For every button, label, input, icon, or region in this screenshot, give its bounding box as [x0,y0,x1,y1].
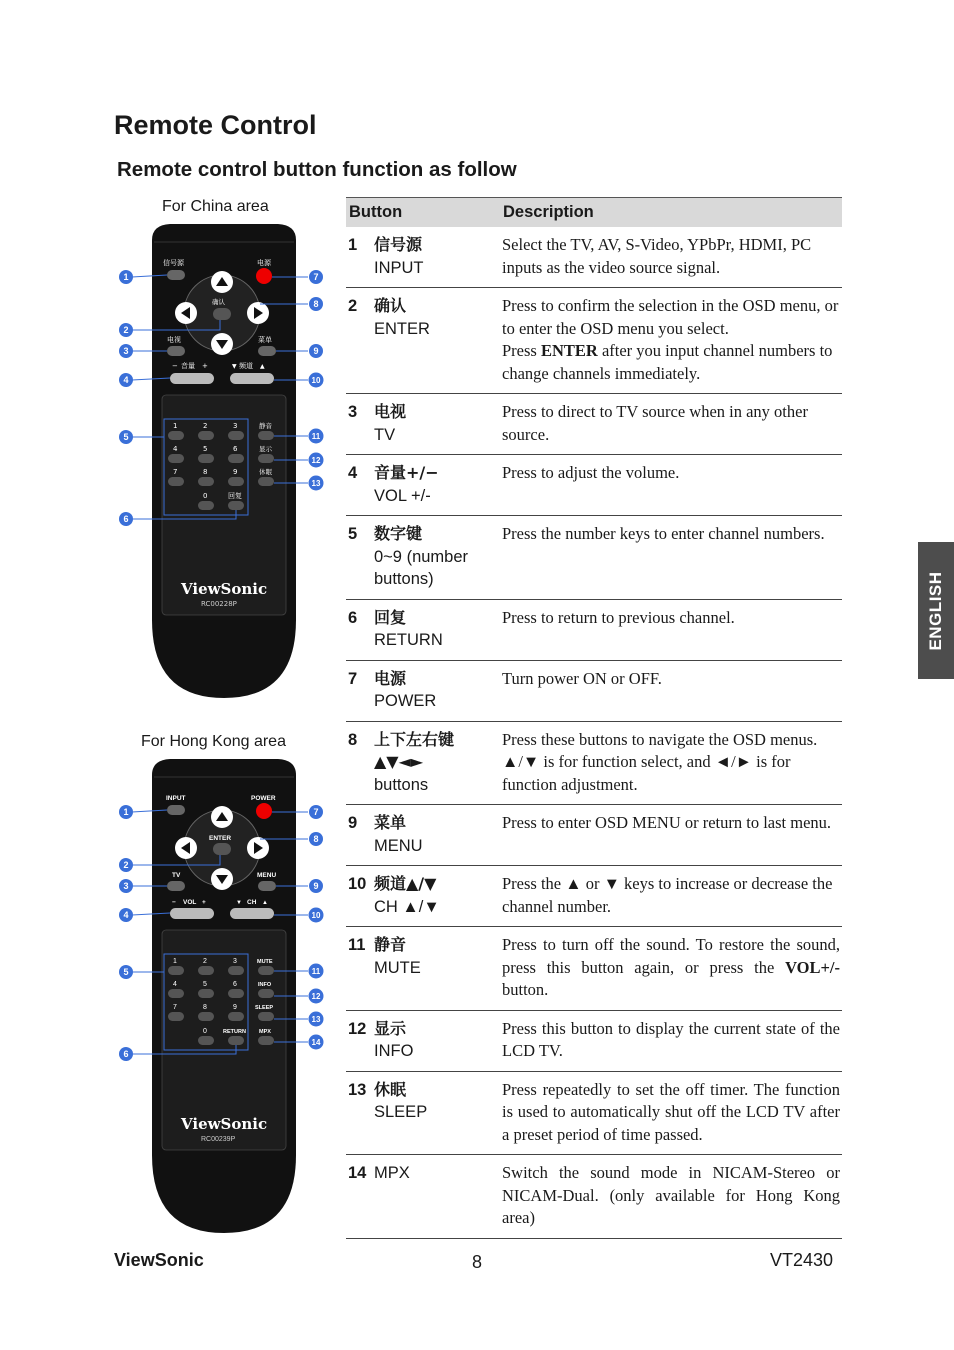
table-row: 14 MPX Switch the sound mode in NICAM-Stereo or NICAM-Dual. (only available for Hong Kong area) [346,1155,842,1239]
table-row: 1 信号源 INPUT Select the TV, AV, S-Video, YPbPr, HDMI, PC inputs as the video source signal. [346,227,842,288]
row-description: Press to enter OSD MENU or return to last menu. [500,805,842,866]
row-description: Switch the sound mode in NICAM-Stereo or NICAM-Dual. (only available for Hong Kong area) [500,1155,842,1239]
china-enter-label: 确认 [212,298,225,306]
svg-text:9: 9 [313,346,319,356]
table-row: 6 回复 RETURN Press to return to previous channel. [346,599,842,660]
hk-mpx-label: MPX [259,1029,271,1035]
svg-text:9: 9 [313,881,319,891]
china-mute-label: 静音 [259,422,272,430]
svg-text:4: 4 [123,910,129,920]
remote-hongkong [110,755,340,1235]
page-title: Remote Control [114,110,317,140]
svg-text:1: 1 [123,807,129,817]
svg-text:▲: ▲ [262,900,268,906]
svg-text:−: − [172,899,176,906]
footer-page-number: 8 [472,1252,483,1272]
svg-text:+: + [202,899,206,906]
china-info-button[interactable] [258,454,274,463]
hk-info-label: INFO [258,982,272,988]
table-row: 11 静音 MUTE Press to turn off the sound. To restore the sound, press this button again, or press the VOL+/- button. [346,927,842,1011]
china-model-code: RC00228P [201,600,237,608]
svg-text:3: 3 [233,958,237,965]
row-description: Press repeatedly to set the off timer. The function is used to automatically shut off the LCD TV after a preset period of time passed. [500,1071,842,1155]
hk-vol-rocker[interactable] [170,908,214,919]
hk-power-button[interactable] [256,803,272,819]
footer-model: VT2430 [770,1250,834,1270]
china-tv-button[interactable] [167,346,185,356]
svg-text:▲: ▲ [260,363,265,370]
header-button: Button [346,198,500,228]
china-vol-label: 音量 [181,362,195,370]
svg-text:7: 7 [313,272,319,282]
svg-text:12: 12 [311,456,321,465]
svg-text:4: 4 [123,375,129,385]
svg-text:3: 3 [123,881,129,891]
hk-model-code: RC00239P [201,1136,236,1143]
hk-menu-button[interactable] [258,881,276,891]
svg-text:1: 1 [173,422,178,430]
svg-text:1: 1 [173,958,177,965]
row-description: Press the ▲ or ▼ keys to increase or decrease the channel number. [500,866,842,927]
svg-text:6: 6 [233,981,237,988]
china-menu-button[interactable] [258,346,276,356]
china-brand-logo: ViewSonic [181,580,268,598]
svg-text:7: 7 [313,807,319,817]
hk-power-label: POWER [251,795,276,802]
hk-sleep-button[interactable] [258,1012,274,1021]
header-description: Description [500,198,842,228]
svg-text:1: 1 [123,272,129,282]
svg-text:11: 11 [311,967,321,976]
china-return-label: 回复 [228,492,242,500]
row-description: Press to adjust the volume. [500,455,842,516]
svg-text:5: 5 [203,981,207,988]
china-input-label: 信号源 [163,259,184,267]
row-description: Press to return to previous channel. [500,599,842,660]
svg-text:13: 13 [311,479,321,488]
svg-text:13: 13 [311,1015,321,1024]
hk-mpx-button[interactable] [258,1036,274,1045]
china-return-button[interactable] [228,501,244,510]
hk-sleep-label: SLEEP [255,1005,274,1011]
button-function-table [346,197,842,1239]
table-row: 4 音量+/− VOL +/- Press to adjust the volume. [346,455,842,516]
hk-tv-label: TV [172,872,181,879]
hongkong-caption: For Hong Kong area [141,733,286,750]
remote-china [110,220,340,700]
svg-text:9: 9 [233,1004,237,1011]
svg-text:7: 7 [173,468,178,476]
china-menu-label: 菜单 [258,336,272,344]
china-power-label: 电源 [257,259,271,267]
china-sleep-label: 休眠 [259,468,272,476]
hk-enter-button[interactable] [213,843,231,855]
svg-text:5: 5 [123,432,129,442]
language-tab: ENGLISH [918,542,954,679]
hk-enter-label: ENTER [209,835,232,842]
svg-text:0: 0 [203,492,208,500]
hk-vol-label: VOL [183,899,197,906]
hk-ch-rocker[interactable] [230,908,274,919]
svg-text:▼: ▼ [232,363,237,370]
svg-text:10: 10 [311,911,321,920]
svg-text:5: 5 [203,445,208,453]
table-row: 7 电源 POWER Turn power ON or OFF. [346,660,842,721]
svg-text:5: 5 [123,967,129,977]
svg-text:8: 8 [203,468,208,476]
row-description: Press the number keys to enter channel numbers. [500,516,842,600]
svg-text:14: 14 [311,1038,321,1047]
hk-mute-label: MUTE [257,959,273,965]
table-row: 9 菜单 MENU Press to enter OSD MENU or return to last menu. [346,805,842,866]
hk-brand-logo: ViewSonic [181,1115,268,1133]
table-row: 13 休眠 SLEEP Press repeatedly to set the off timer. The function is used to automatically shut off the LCD TV after a preset period of time passed. [346,1071,842,1155]
table-row: 8 上下左右键 ▲▼◄► buttons Press these buttons to navigate the OSD menus. ▲/▼ is for function select, and ◄/► is for function adjustment. [346,721,842,805]
china-ch-label: 频道 [239,362,253,370]
hk-input-button[interactable] [167,805,185,815]
china-power-button[interactable] [256,268,272,284]
footer-brand: ViewSonic [114,1250,204,1270]
china-tv-label: 电视 [167,336,181,344]
svg-text:2: 2 [123,860,129,870]
svg-text:+: + [202,362,208,370]
table-row: 3 电视 TV Press to direct to TV source when in any other source. [346,394,842,455]
china-info-label: 显示 [259,445,272,453]
svg-text:8: 8 [203,1004,207,1011]
china-enter-button[interactable] [213,308,231,320]
hk-info-button[interactable] [258,989,274,998]
svg-text:6: 6 [123,1049,129,1059]
svg-text:8: 8 [313,299,319,309]
svg-text:▼: ▼ [236,900,242,906]
svg-text:10: 10 [311,376,321,385]
hk-return-label: RETURN [223,1029,246,1035]
row-description: Press to confirm the selection in the OSD menu, or to enter the OSD menu you select. Press ENTER after you input channel numbers to change channels immediately. [500,288,842,394]
china-caption: For China area [162,198,269,215]
china-mute-button[interactable] [258,431,274,440]
svg-text:2: 2 [203,958,207,965]
hk-tv-button[interactable] [167,881,185,891]
hk-return-button[interactable] [228,1036,244,1045]
hk-menu-label: MENU [257,872,277,879]
svg-text:3: 3 [123,346,129,356]
row-description: Select the TV, AV, S-Video, YPbPr, HDMI, PC inputs as the video source signal. [500,227,842,288]
china-input-button[interactable] [167,270,185,280]
svg-text:3: 3 [233,422,238,430]
table-header-row [346,198,842,228]
page-subtitle: Remote control button function as follow [117,158,517,181]
svg-text:−: − [172,362,178,370]
table-row: 10 频道▲/▼ CH ▲/▼ Press the ▲ or ▼ keys to increase or decrease the channel number. [346,866,842,927]
hk-input-label: INPUT [166,795,186,802]
row-description: Press these buttons to navigate the OSD menus. ▲/▼ is for function select, and ◄/► is for function adjustment. [500,721,842,805]
table-row: 5 数字键 0~9 (number buttons) Press the number keys to enter channel numbers. [346,516,842,600]
svg-text:11: 11 [311,432,321,441]
china-ch-rocker[interactable] [230,373,274,384]
svg-text:12: 12 [311,992,321,1001]
svg-text:9: 9 [233,468,238,476]
table-row: 2 确认 ENTER Press to confirm the selection in the OSD menu, or to enter the OSD menu you select. Press ENTER after you input channel numbers to change channels immediately. [346,288,842,394]
china-sleep-button[interactable] [258,477,274,486]
svg-text:0: 0 [203,1028,207,1035]
china-vol-rocker[interactable] [170,373,214,384]
svg-text:2: 2 [203,422,208,430]
row-description: Press to turn off the sound. To restore the sound, press this button again, or press the VOL+/- button. [500,927,842,1011]
svg-text:2: 2 [123,325,129,335]
svg-text:4: 4 [173,981,177,988]
row-description: Press to direct to TV source when in any other source. [500,394,842,455]
row-description: Press this button to display the current state of the LCD TV. [500,1010,842,1071]
svg-text:7: 7 [173,1004,177,1011]
svg-text:8: 8 [313,834,319,844]
svg-text:6: 6 [123,514,129,524]
svg-text:4: 4 [173,445,178,453]
table-row: 12 显示 INFO Press this button to display the current state of the LCD TV. [346,1010,842,1071]
row-description: Turn power ON or OFF. [500,660,842,721]
hk-ch-label: CH [247,899,257,906]
svg-text:6: 6 [233,445,238,453]
hk-mute-button[interactable] [258,966,274,975]
